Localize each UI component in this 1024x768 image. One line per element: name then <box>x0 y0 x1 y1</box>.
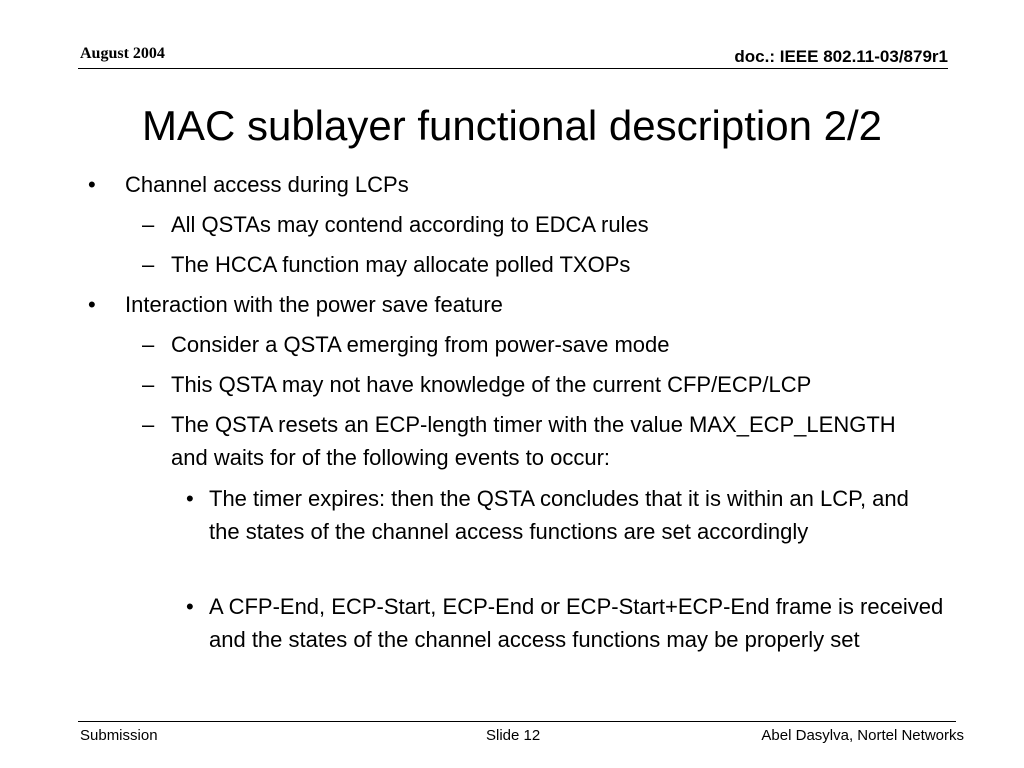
header-doc-id: doc.: IEEE 802.11-03/879r1 <box>734 47 948 66</box>
sub-bullet-text: The HCCA function may allocate polled TXOPs <box>171 252 631 277</box>
footer-author: Abel Dasylva, Nortel Networks <box>761 727 964 744</box>
dash-marker: – <box>142 412 155 437</box>
sub-sub-bullet-text: The timer expires: then the QSTA concludes that it is within an LCP, and the states of the channel access functions are set accordingly <box>209 486 909 544</box>
bullet-marker: • <box>186 594 194 619</box>
header-date: August 2004 <box>80 45 165 62</box>
bullet-item <box>88 168 948 201</box>
dash-marker: – <box>142 372 155 397</box>
dash-marker: – <box>142 212 155 237</box>
sub-sub-bullet-text: A CFP-End, ECP-Start, ECP-End or ECP-Start+ECP-End frame is received and the states of the channel access functions may be properly set <box>209 594 944 652</box>
sub-bullet-text: The QSTA resets an ECP-length timer with the value MAX_ECP_LENGTH and waits for of the following events to occur: <box>171 412 896 470</box>
footer-slide-number: Slide 12 <box>486 727 541 744</box>
footer-submission: Submission <box>80 727 158 744</box>
sub-sub-bullet-item <box>186 482 922 548</box>
bullet-text: Channel access during LCPs <box>125 172 409 197</box>
bullet-item <box>88 288 948 321</box>
sub-bullet-item <box>142 248 948 281</box>
sub-bullet-item <box>142 208 948 241</box>
footer-divider <box>78 721 956 722</box>
dash-marker: – <box>142 332 155 357</box>
bullet-marker: • <box>88 172 96 197</box>
sub-bullet-text: Consider a QSTA emerging from power-save mode <box>171 332 670 357</box>
sub-bullet-text: All QSTAs may contend according to EDCA rules <box>171 212 649 237</box>
sub-bullet-text: This QSTA may not have knowledge of the current CFP/ECP/LCP <box>171 372 812 397</box>
sub-sub-bullet-item <box>186 590 946 656</box>
sub-bullet-item <box>142 368 948 401</box>
dash-marker: – <box>142 252 155 277</box>
bullet-marker: • <box>88 292 96 317</box>
bullet-marker: • <box>186 486 194 511</box>
slide-title: MAC sublayer functional description 2/2 <box>141 102 883 149</box>
bullet-text: Interaction with the power save feature <box>125 292 503 317</box>
sub-bullet-item <box>142 328 948 361</box>
sub-bullet-item <box>142 408 932 474</box>
